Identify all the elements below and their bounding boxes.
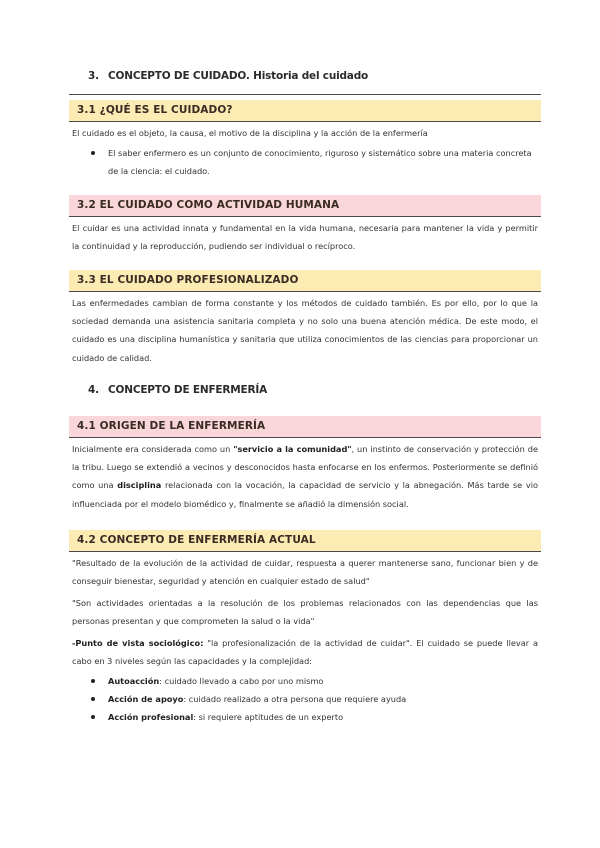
subsection-3-1-rule: [69, 121, 541, 122]
section-4-number: 4.: [88, 384, 99, 396]
level-item: [108, 708, 538, 726]
origin-text-3: relacionada con la vocación, la capacidad de servicio y la abnegación. Más tarde se vio influenciada por el modelo biomédico y, finalmente se añadió la dimensión social.: [72, 480, 538, 509]
sociological-view-label: -Punto de vista sociológico:: [72, 638, 204, 648]
origin-text-2: , un instinto de conservación y protección de la tribu. Luego se extendió a vecinos y desconocidos hasta enfocarse en los enfermos. Posteriormente se definió como una: [72, 444, 538, 491]
subsection-4-2-title: 4.2 CONCEPTO DE ENFERMERÍA ACTUAL: [69, 530, 541, 551]
quote-1: "Resultado de la evolución de la actividad de cuidar, respuesta a querer mantenerse sano, funcionar bien y de conseguir bienestar, seguridad y atención en cualquier estado de salud": [72, 558, 538, 587]
level-label: Acción de apoyo: [108, 694, 184, 704]
level-text: : cuidado realizado a otra persona que requiere ayuda: [183, 694, 407, 704]
bullet-dot: [91, 679, 95, 683]
section-4-heading: [88, 384, 267, 396]
origin-bold-2: disciplina: [117, 480, 162, 491]
subsection-3-2-text: El cuidar es una actividad innata y fundamental en la vida humana, necesaria para mantener la vida y permitir la continuidad y la reproducción, pudiendo ser individual o recíproco.: [72, 223, 538, 252]
origin-text-1: Inicialmente era considerada como un: [72, 444, 234, 454]
origin-bold-1: "servicio a la comunidad": [233, 444, 352, 454]
sociological-view-text: "la profesionalización de la actividad de cuidar". El cuidado se puede llevar a cabo en 3 niveles según las capacidades y la complejidad:: [72, 638, 539, 667]
level-text: : si requiere aptitudes de un experto: [193, 712, 344, 722]
level-item: [108, 690, 538, 708]
level-label: Autoacción: [108, 676, 160, 686]
section-3-rule: [69, 94, 541, 95]
subsection-3-3-rule: [69, 291, 541, 292]
bullet-dot: [91, 151, 95, 155]
subsection-3-1-intro: El cuidado es el objeto, la causa, el motivo de la disciplina y la acción de la enfermería: [72, 128, 428, 138]
subsection-3-2-rule: [69, 216, 541, 217]
sociological-view: [72, 634, 538, 670]
subsection-4-1-text: [72, 440, 538, 513]
section-3-heading: [88, 70, 368, 82]
subsection-4-1-rule: [69, 437, 541, 438]
bullet-dot: [91, 697, 95, 701]
subsection-3-3-text: Las enfermedades cambian de forma constante y los métodos de cuidado también. Es por ello, por lo que la sociedad demanda una asistencia sanitaria completa y no solo una buena atención médica. De este modo, el cuidado es una disciplina humanística y sanitaria que utiliza conocimientos de las ciencias para proporcionar un cuidado de calidad.: [72, 298, 538, 363]
subsection-4-2-rule: [69, 551, 541, 552]
subsection-3-2-title: 3.2 EL CUIDADO COMO ACTIVIDAD HUMANA: [69, 195, 541, 216]
level-label: Acción profesional: [108, 712, 194, 722]
bullet-text: El saber enfermero es un conjunto de conocimiento, riguroso y sistemático sobre una materia concreta de la ciencia: el cuidado.: [108, 148, 532, 177]
section-3-title: CONCEPTO DE CUIDADO. Historia del cuidado: [108, 70, 369, 82]
subsection-3-1-bullet: [108, 144, 538, 180]
subsection-3-1-title: 3.1 ¿QUÉ ES EL CUIDADO?: [69, 100, 541, 121]
quote-2: "Son actividades orientadas a la resolución de los problemas relacionados con las dependencias que las personas presentan y que comprometen la salud o la vida": [72, 598, 538, 627]
section-4-title: CONCEPTO DE ENFERMERÍA: [108, 384, 268, 396]
level-item: [108, 672, 538, 690]
section-3-number: 3.: [88, 70, 99, 82]
subsection-4-1-title: 4.1 ORIGEN DE LA ENFERMERÍA: [69, 416, 541, 437]
bullet-dot: [91, 715, 95, 719]
level-text: : cuidado llevado a cabo por uno mismo: [159, 676, 324, 686]
subsection-3-3-title: 3.3 EL CUIDADO PROFESIONALIZADO: [69, 270, 541, 291]
